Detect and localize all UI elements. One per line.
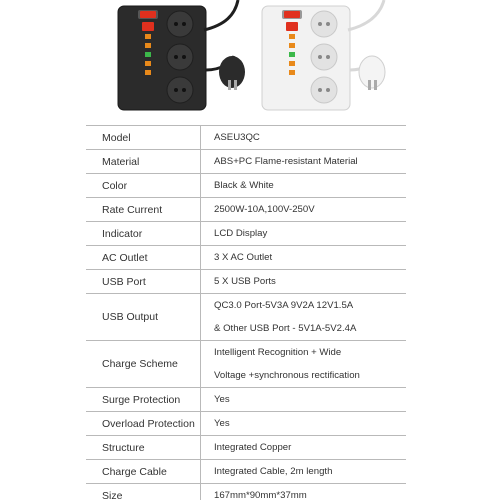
spec-row xyxy=(86,197,406,221)
column-divider xyxy=(200,294,201,340)
column-divider xyxy=(200,270,201,293)
spec-label: Surge Protection xyxy=(102,393,181,406)
power-strip-white-icon xyxy=(262,6,350,110)
spec-value xyxy=(200,174,406,197)
spec-value xyxy=(200,341,406,387)
spec-label: AC Outlet xyxy=(102,251,148,264)
spec-label: Charge Cable xyxy=(102,465,167,478)
spec-value-line: 5 X USB Ports xyxy=(214,276,276,287)
spec-row xyxy=(86,293,406,340)
column-divider xyxy=(200,222,201,245)
plug-cable-black-icon xyxy=(204,0,245,90)
spec-value-line: Black & White xyxy=(214,180,274,191)
column-divider xyxy=(200,484,201,500)
spec-row xyxy=(86,269,406,293)
spec-value-line: ABS+PC Flame-resistant Material xyxy=(214,156,358,167)
spec-value xyxy=(200,198,406,221)
column-divider xyxy=(200,126,201,149)
spec-row xyxy=(86,483,406,500)
column-divider xyxy=(200,198,201,221)
spec-row xyxy=(86,245,406,269)
spec-label: Model xyxy=(102,131,131,144)
spec-label: Size xyxy=(102,489,123,500)
spec-table xyxy=(86,125,406,500)
spec-label: Material xyxy=(102,155,140,168)
spec-value-line: Yes xyxy=(214,394,230,405)
spec-row xyxy=(86,149,406,173)
spec-value-line: QC3.0 Port-5V3A 9V2A 12V1.5A xyxy=(214,300,354,311)
spec-row xyxy=(86,411,406,435)
spec-value xyxy=(200,270,406,293)
column-divider xyxy=(200,150,201,173)
spec-value xyxy=(200,484,406,500)
power-strip-black-icon xyxy=(118,6,206,110)
spec-label: Charge Scheme xyxy=(102,358,178,370)
column-divider xyxy=(200,412,201,435)
spec-value-line: Yes xyxy=(214,418,230,429)
spec-value xyxy=(200,246,406,269)
spec-label: USB Port xyxy=(102,275,146,288)
spec-row xyxy=(86,459,406,483)
spec-row xyxy=(86,221,406,245)
spec-label: USB Output xyxy=(102,311,159,323)
spec-value-line: 3 X AC Outlet xyxy=(214,252,273,263)
spec-value xyxy=(200,150,406,173)
spec-value-line: ASEU3QC xyxy=(214,132,260,143)
column-divider xyxy=(200,436,201,459)
column-divider xyxy=(200,341,201,387)
spec-row xyxy=(86,435,406,459)
spec-label: Color xyxy=(102,179,128,192)
column-divider xyxy=(200,246,201,269)
spec-value-line: LCD Display xyxy=(214,228,268,239)
spec-label: Indicator xyxy=(102,227,143,240)
spec-row xyxy=(86,125,406,149)
spec-value-line: Integrated Cable, 2m length xyxy=(214,466,333,477)
spec-value-line: & Other USB Port - 5V1A-5V2.4A xyxy=(214,323,357,334)
spec-label: Structure xyxy=(102,441,145,454)
spec-value xyxy=(200,412,406,435)
spec-value xyxy=(200,436,406,459)
spec-value-line: Intelligent Recognition + Wide xyxy=(214,347,342,358)
spec-value xyxy=(200,388,406,411)
spec-value xyxy=(200,460,406,483)
spec-value-line: Voltage +synchronous rectification xyxy=(214,370,360,381)
spec-row xyxy=(86,340,406,387)
column-divider xyxy=(200,174,201,197)
column-divider xyxy=(200,388,201,411)
spec-value-line: 2500W-10A,100V-250V xyxy=(214,204,315,215)
spec-row xyxy=(86,173,406,197)
spec-value xyxy=(200,222,406,245)
spec-value xyxy=(200,126,406,149)
spec-label: Rate Current xyxy=(102,203,163,216)
spec-row xyxy=(86,387,406,411)
column-divider xyxy=(200,460,201,483)
plug-cable-white-icon xyxy=(348,0,385,90)
spec-label: Overload Protection xyxy=(102,417,195,430)
spec-value-line: 167mm*90mm*37mm xyxy=(214,490,307,500)
product-image xyxy=(0,0,500,122)
spec-value-line: Integrated Copper xyxy=(214,442,292,453)
spec-value xyxy=(200,294,406,340)
